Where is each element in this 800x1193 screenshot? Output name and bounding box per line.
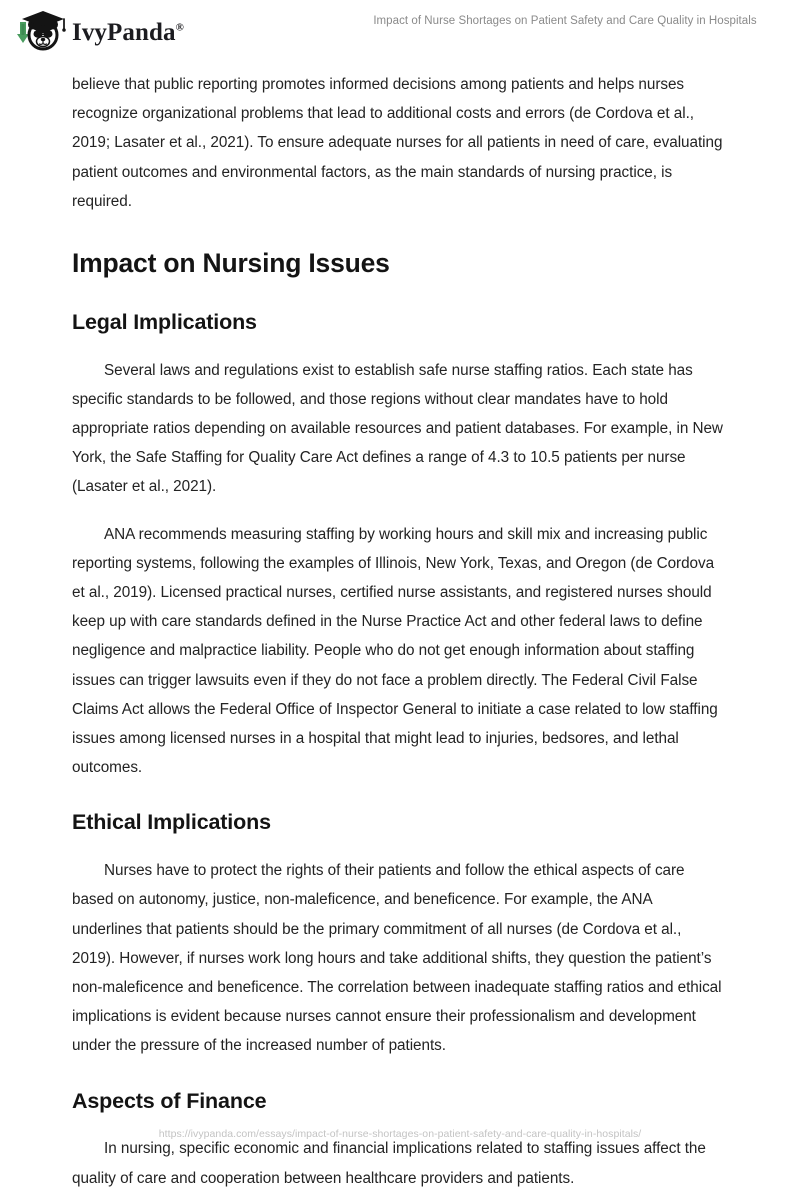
heading-ethical-implications: Ethical Implications xyxy=(72,810,271,835)
brand-name-text: IvyPanda xyxy=(72,18,176,46)
paragraph-ethical-1: Nurses have to protect the rights of their patients and follow the ethical aspects of care based on autonomy, justice, non-maleficence, and beneficence. For example, the ANA underlines that patients should be the primary commitment of all nurses (de Cordova et al., 2019). However, if nurses work long hours and take additional shifts, they question the patient’s non-maleficence and beneficence. The correlation between inadequate staffing ratios and ethical implications is evident because nurses cannot ensure their professionalism and development under the pressure of the increased number of patients. xyxy=(72,862,722,1055)
paragraph-legal-2: ANA recommends measuring staffing by working hours and skill mix and increasing public reporting systems, following the examples of Illinois, New York, Texas, and Oregon (de Cordova et al., 2019). Licensed practical nurses, certified nurse assistants, and registered nurses should keep up with care standards defined in the Nurse Practice Act and other federal laws to define negligence and malpractice liability. People who do not get enough information about staffing issues can trigger lawsuits even if they do not face a problem directly. The Federal Civil False Claims Act allows the Federal Office of Inspector General to initiate a case related to low staffing issues among licensed nurses in a hospital that might lead to injuries, bedsores, and lethal outcomes. xyxy=(72,525,718,777)
paragraph-legal-1: Several laws and regulations exist to establish safe nurse staffing ratios. Each state has specific standards to be followed, and those regions without clear mandates have to hold appropriate ratios depending on available resources and patient databases. For example, in New York, the Safe Staffing for Quality Care Act defines a range of 4.3 to 10.5 patients per nurse (Lasater et al., 2021). xyxy=(72,361,723,496)
document-content xyxy=(72,70,726,1193)
brand-wordmark xyxy=(72,20,184,45)
paragraph-intro-continued: believe that public reporting promotes informed decisions among patients and helps nurses recognize organizational problems that lead to additional costs and errors (de Cordova et al., 2019; Lasater et al., 2021). To ensure adequate nurses for all patients in need of care, evaluating patient outcomes and environmental factors, as the main standards of nursing practice, is required. xyxy=(72,76,723,210)
heading-aspects-of-finance: Aspects of Finance xyxy=(72,1088,267,1113)
page-title: Impact of Nurse Shortages on Patient Safety and Care Quality in Hospitals xyxy=(373,15,757,27)
page-footer xyxy=(0,1124,800,1142)
brand-logo[interactable] xyxy=(14,10,184,52)
ivypanda-panda-logo-icon xyxy=(14,9,66,53)
page-header xyxy=(0,0,800,64)
footer-source-url[interactable]: https://ivypanda.com/essays/impact-of-nurse-shortages-on-patient-safety-and-care-quality-in-hospitals/ xyxy=(158,1128,642,1140)
heading-legal-implications: Legal Implications xyxy=(72,309,257,334)
registered-trademark-icon: ® xyxy=(175,21,184,34)
heading-impact-on-nursing-issues: Impact on Nursing Issues xyxy=(72,248,390,279)
paragraph-finance-1: In nursing, specific economic and financial implications related to staffing issues affect the quality of care and cooperation between healthcare providers and patients. xyxy=(72,1140,706,1187)
